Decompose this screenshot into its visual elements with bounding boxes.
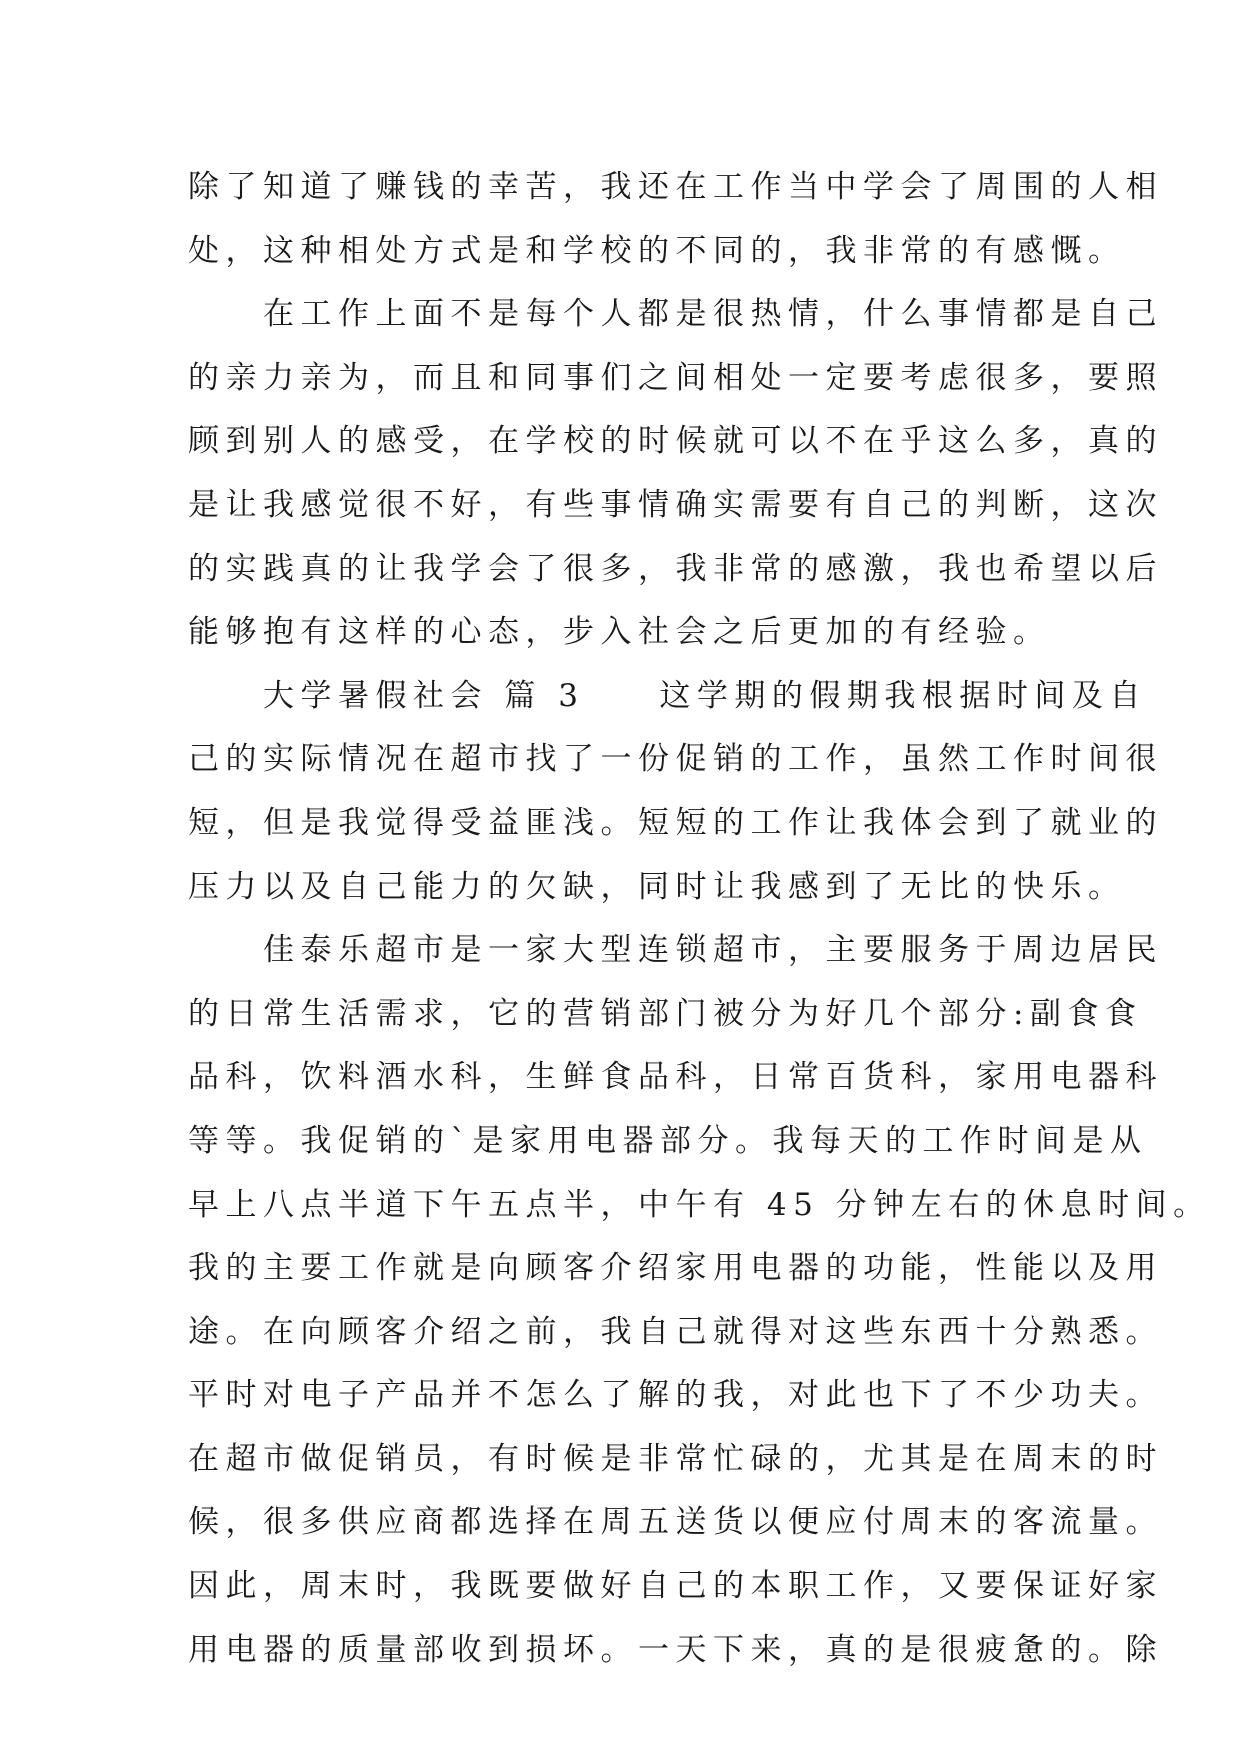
text-line: 我的主要工作就是向顾客介绍家用电器的功能，性能以及用	[188, 1250, 1163, 1287]
text-line: 早上八点半道下午五点半，中午有 45 分钟左右的休息时间。	[188, 1186, 1211, 1223]
text-line: 除了知道了赚钱的幸苦，我还在工作当中学会了周围的人相	[188, 169, 1163, 205]
document-body	[188, 156, 1211, 1682]
text-line: 候，很多供应商都选择在周五送货以便应付周末的客流量。	[188, 1504, 1163, 1541]
text-line: 的日常生活需求，它的营销部门被分为好几个部分:副食食	[188, 995, 1143, 1032]
text-line: 能够抱有这样的心态，步入社会之后更加的有经验。	[188, 614, 1051, 651]
text-line: 短，但是我觉得受益匪浅。短短的工作让我体会到了就业的	[188, 804, 1163, 841]
text-line: 品科，饮料酒水科，生鲜食品科，日常百货科，家用电器科	[188, 1059, 1163, 1096]
text-line: 己的实际情况在超市找了一份促销的工作，虽然工作时间很	[188, 741, 1163, 778]
text-line: 等等。我促销的`是家用电器部分。我每天的工作时间是从	[188, 1122, 1148, 1159]
text-line: 在超市做促销员，有时候是非常忙碌的，尤其是在周末的时	[188, 1440, 1163, 1477]
text-line: 大学暑假社会 篇 3 这学期的假期我根据时间及自	[188, 677, 1147, 714]
text-line: 的实践真的让我学会了很多，我非常的感激，我也希望以后	[188, 550, 1163, 587]
text-line: 压力以及自己能力的欠缺，同时让我感到了无比的快乐。	[188, 868, 1126, 905]
text-line: 顾到别人的感受，在学校的时候就可以不在乎这么多，真的	[188, 423, 1163, 460]
text-line: 的亲力亲为，而且和同事们之间相处一定要考虑很多，要照	[188, 359, 1163, 396]
text-line: 是让我感觉很不好，有些事情确实需要有自己的判断，这次	[188, 486, 1163, 523]
text-line: 因此，周末时，我既要做好自己的本职工作，又要保证好家	[188, 1568, 1163, 1605]
text-line: 处，这种相处方式是和学校的不同的，我非常的有感慨。	[188, 232, 1126, 269]
text-line: 在工作上面不是每个人都是很热情，什么事情都是自己	[188, 296, 1163, 333]
text-line: 佳泰乐超市是一家大型连锁超市，主要服务于周边居民	[188, 932, 1163, 969]
text-line: 途。在向顾客介绍之前，我自己就得对这些东西十分熟悉。	[188, 1313, 1163, 1350]
text-line: 平时对电子产品并不怎么了解的我，对此也下了不少功夫。	[188, 1377, 1163, 1414]
text-line: 用电器的质量部收到损坏。一天下来，真的是很疲惫的。除	[188, 1631, 1163, 1668]
